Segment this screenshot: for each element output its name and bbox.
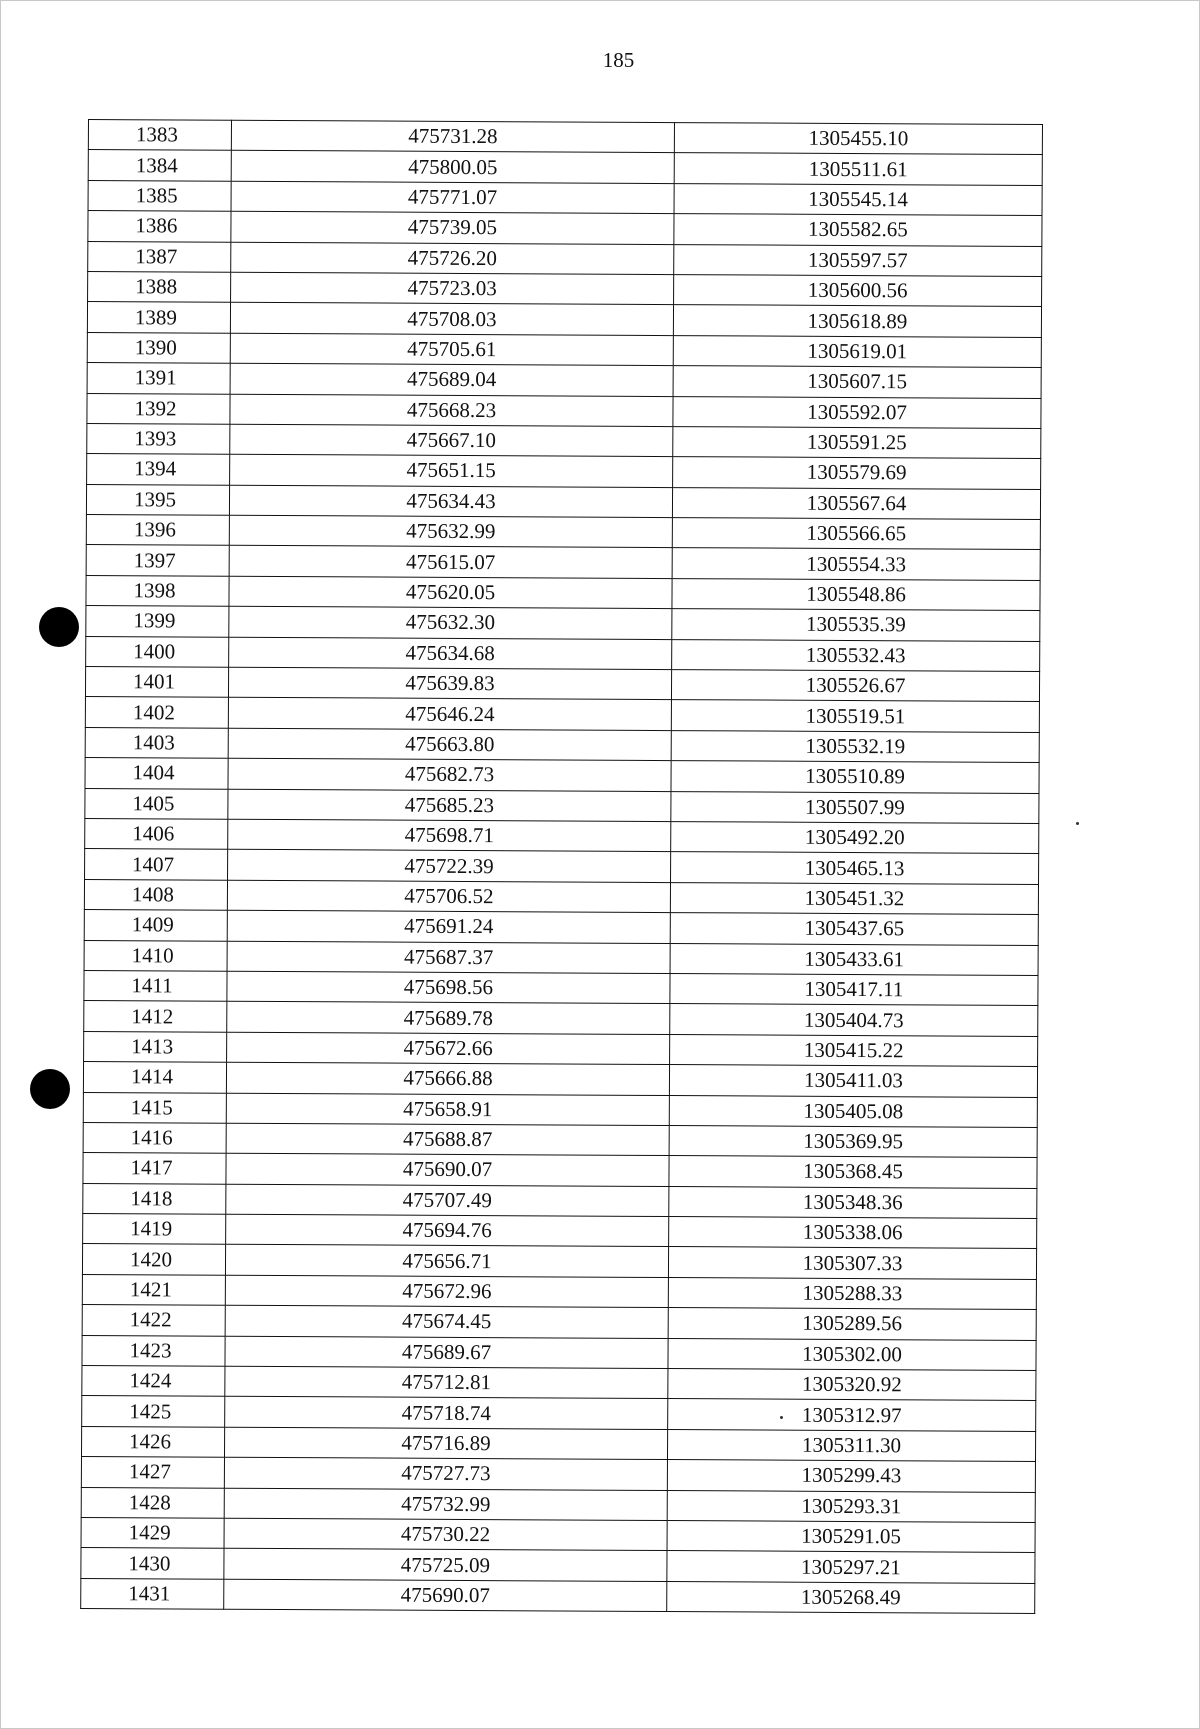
y-coordinate-cell: 1305338.06 <box>669 1217 1037 1249</box>
x-coordinate-cell: 475723.03 <box>231 272 674 305</box>
table-row <box>83 1062 1037 1097</box>
y-coordinate-cell: 1305268.49 <box>667 1581 1035 1613</box>
table-row <box>82 1396 1036 1431</box>
point-id-cell: 1396 <box>86 515 229 546</box>
table-row <box>86 515 1040 550</box>
table-row <box>85 667 1039 702</box>
page-number: 185 <box>602 48 635 72</box>
y-coordinate-cell: 1305532.19 <box>671 730 1039 762</box>
x-coordinate-cell: 475706.52 <box>227 880 670 913</box>
table-row <box>84 1001 1038 1036</box>
table-row <box>85 818 1039 853</box>
x-coordinate-cell: 475800.05 <box>231 151 674 184</box>
table-row <box>87 393 1041 428</box>
x-coordinate-cell: 475694.76 <box>226 1214 669 1247</box>
x-coordinate-cell: 475666.88 <box>226 1062 669 1095</box>
x-coordinate-cell: 475687.37 <box>227 941 670 974</box>
table-row <box>85 788 1039 823</box>
point-id-cell: 1385 <box>88 180 231 211</box>
table-row <box>83 1122 1037 1157</box>
x-coordinate-cell: 475615.07 <box>229 546 672 579</box>
point-id-cell: 1391 <box>87 363 230 394</box>
y-coordinate-cell: 1305548.86 <box>672 578 1040 610</box>
x-coordinate-cell: 475707.49 <box>226 1184 669 1217</box>
x-coordinate-cell: 475722.39 <box>228 850 671 883</box>
table-row <box>84 910 1038 945</box>
x-coordinate-cell: 475712.81 <box>225 1366 668 1399</box>
x-coordinate-cell: 475672.66 <box>227 1032 670 1065</box>
table-row <box>81 1457 1035 1492</box>
point-id-cell: 1419 <box>83 1214 226 1245</box>
table-body <box>81 120 1043 1614</box>
x-coordinate-cell: 475691.24 <box>227 910 670 943</box>
x-coordinate-cell: 475690.07 <box>224 1579 667 1612</box>
y-coordinate-cell: 1305510.89 <box>671 761 1039 793</box>
point-id-cell: 1389 <box>87 302 230 333</box>
x-coordinate-cell: 475730.22 <box>224 1518 667 1551</box>
x-coordinate-cell: 475639.83 <box>228 667 671 700</box>
point-id-cell: 1403 <box>85 727 228 758</box>
x-coordinate-cell: 475727.73 <box>224 1457 667 1490</box>
x-coordinate-cell: 475771.07 <box>231 181 674 214</box>
point-id-cell: 1415 <box>83 1092 226 1123</box>
point-id-cell: 1387 <box>88 241 231 272</box>
x-coordinate-cell: 475658.91 <box>226 1093 669 1126</box>
point-id-cell: 1397 <box>86 545 229 576</box>
y-coordinate-cell: 1305404.73 <box>670 1004 1038 1036</box>
y-coordinate-cell: 1305368.45 <box>669 1156 1037 1188</box>
table-row <box>83 1092 1037 1127</box>
table-row <box>86 606 1040 641</box>
y-coordinate-cell: 1305369.95 <box>669 1125 1037 1157</box>
x-coordinate-cell: 475646.24 <box>228 698 671 731</box>
x-coordinate-cell: 475726.20 <box>231 242 674 275</box>
y-coordinate-cell: 1305320.92 <box>668 1369 1036 1401</box>
x-coordinate-cell: 475718.74 <box>225 1397 668 1430</box>
x-coordinate-cell: 475689.67 <box>225 1336 668 1369</box>
y-coordinate-cell: 1305618.89 <box>673 305 1041 337</box>
coordinates-table <box>80 119 1043 1614</box>
table-row <box>81 1578 1035 1613</box>
x-coordinate-cell: 475672.96 <box>225 1275 668 1308</box>
point-id-cell: 1408 <box>84 879 227 910</box>
table-row <box>82 1335 1036 1370</box>
point-id-cell: 1405 <box>85 788 228 819</box>
table-row <box>85 697 1039 732</box>
y-coordinate-cell: 1305411.03 <box>669 1065 1037 1097</box>
point-id-cell: 1425 <box>82 1396 225 1427</box>
table-row <box>87 332 1041 367</box>
table-row <box>85 849 1039 884</box>
y-coordinate-cell: 1305582.65 <box>674 214 1042 246</box>
y-coordinate-cell: 1305289.56 <box>668 1308 1036 1340</box>
point-id-cell: 1386 <box>88 211 231 242</box>
y-coordinate-cell: 1305348.36 <box>669 1186 1037 1218</box>
y-coordinate-cell: 1305526.67 <box>671 670 1039 702</box>
y-coordinate-cell: 1305291.05 <box>667 1521 1035 1553</box>
table-row <box>81 1487 1035 1522</box>
point-id-cell: 1407 <box>85 849 228 880</box>
table-row <box>82 1244 1036 1279</box>
point-id-cell: 1398 <box>86 575 229 606</box>
table-row <box>88 180 1042 215</box>
point-id-cell: 1429 <box>81 1517 224 1548</box>
y-coordinate-cell: 1305600.56 <box>674 275 1042 307</box>
y-coordinate-cell: 1305545.14 <box>674 183 1042 215</box>
table-row <box>87 302 1041 337</box>
table-row <box>84 1031 1038 1066</box>
y-coordinate-cell: 1305288.33 <box>668 1277 1036 1309</box>
x-coordinate-cell: 475690.07 <box>226 1154 669 1187</box>
point-id-cell: 1393 <box>87 423 230 454</box>
point-id-cell: 1388 <box>88 271 231 302</box>
table-row <box>81 1426 1035 1461</box>
point-id-cell: 1400 <box>86 636 229 667</box>
table-row <box>82 1274 1036 1309</box>
point-id-cell: 1402 <box>85 697 228 728</box>
y-coordinate-cell: 1305415.22 <box>670 1034 1038 1066</box>
x-coordinate-cell: 475667.10 <box>230 424 673 457</box>
point-id-cell: 1431 <box>81 1578 224 1609</box>
x-coordinate-cell: 475620.05 <box>229 576 672 609</box>
table-row <box>87 423 1041 458</box>
table-row <box>86 484 1040 519</box>
y-coordinate-cell: 1305451.32 <box>670 882 1038 914</box>
point-id-cell: 1414 <box>83 1062 226 1093</box>
y-coordinate-cell: 1305405.08 <box>669 1095 1037 1127</box>
y-coordinate-cell: 1305312.97 <box>668 1399 1036 1431</box>
table-row <box>83 1153 1037 1188</box>
point-id-cell: 1423 <box>82 1335 225 1366</box>
x-coordinate-cell: 475739.05 <box>231 211 674 244</box>
table-row <box>88 120 1042 155</box>
table-row <box>87 363 1041 398</box>
x-coordinate-cell: 475682.73 <box>228 758 671 791</box>
x-coordinate-cell: 475663.80 <box>228 728 671 761</box>
table-row <box>81 1548 1035 1583</box>
point-id-cell: 1420 <box>82 1244 225 1275</box>
table-row <box>84 970 1038 1005</box>
point-id-cell: 1390 <box>87 332 230 363</box>
point-id-cell: 1424 <box>82 1366 225 1397</box>
y-coordinate-cell: 1305619.01 <box>673 335 1041 367</box>
x-coordinate-cell: 475725.09 <box>224 1549 667 1582</box>
x-coordinate-cell: 475698.56 <box>227 971 670 1004</box>
table-row <box>83 1183 1037 1218</box>
x-coordinate-cell: 475698.71 <box>228 819 671 852</box>
x-coordinate-cell: 475634.43 <box>229 485 672 518</box>
point-id-cell: 1412 <box>84 1001 227 1032</box>
y-coordinate-cell: 1305511.61 <box>674 153 1042 185</box>
x-coordinate-cell: 475708.03 <box>230 303 673 336</box>
point-id-cell: 1418 <box>83 1183 226 1214</box>
point-id-cell: 1394 <box>87 454 230 485</box>
x-coordinate-cell: 475716.89 <box>224 1427 667 1460</box>
point-id-cell: 1430 <box>81 1548 224 1579</box>
point-id-cell: 1410 <box>84 940 227 971</box>
x-coordinate-cell: 475688.87 <box>226 1123 669 1156</box>
table-row <box>86 636 1040 671</box>
y-coordinate-cell: 1305519.51 <box>671 700 1039 732</box>
y-coordinate-cell: 1305507.99 <box>671 791 1039 823</box>
x-coordinate-cell: 475689.78 <box>227 1002 670 1035</box>
point-id-cell: 1428 <box>81 1487 224 1518</box>
x-coordinate-cell: 475634.68 <box>229 637 672 670</box>
y-coordinate-cell: 1305297.21 <box>667 1551 1035 1583</box>
y-coordinate-cell: 1305455.10 <box>674 123 1042 155</box>
table-row <box>88 271 1042 306</box>
point-id-cell: 1409 <box>84 910 227 941</box>
y-coordinate-cell: 1305311.30 <box>667 1429 1035 1461</box>
table-row <box>85 758 1039 793</box>
table-row <box>84 879 1038 914</box>
point-id-cell: 1422 <box>82 1305 225 1336</box>
x-coordinate-cell: 475685.23 <box>228 789 671 822</box>
y-coordinate-cell: 1305417.11 <box>670 973 1038 1005</box>
y-coordinate-cell: 1305492.20 <box>671 822 1039 854</box>
point-id-cell: 1406 <box>85 818 228 849</box>
table-row <box>88 211 1042 246</box>
x-coordinate-cell: 475632.99 <box>229 515 672 548</box>
y-coordinate-cell: 1305302.00 <box>668 1338 1036 1370</box>
table-row <box>88 150 1042 185</box>
table-row <box>85 727 1039 762</box>
table-row <box>82 1305 1036 1340</box>
y-coordinate-cell: 1305597.57 <box>674 244 1042 276</box>
y-coordinate-cell: 1305437.65 <box>670 913 1038 945</box>
y-coordinate-cell: 1305607.15 <box>673 366 1041 398</box>
scan-speck <box>1076 822 1079 825</box>
x-coordinate-cell: 475656.71 <box>225 1245 668 1278</box>
point-id-cell: 1411 <box>84 970 227 1001</box>
point-id-cell: 1401 <box>85 667 228 698</box>
point-id-cell: 1426 <box>81 1426 224 1457</box>
y-coordinate-cell: 1305592.07 <box>673 396 1041 428</box>
y-coordinate-cell: 1305433.61 <box>670 943 1038 975</box>
point-id-cell: 1392 <box>87 393 230 424</box>
x-coordinate-cell: 475732.99 <box>224 1488 667 1521</box>
y-coordinate-cell: 1305591.25 <box>673 426 1041 458</box>
point-id-cell: 1427 <box>81 1457 224 1488</box>
x-coordinate-cell: 475705.61 <box>230 333 673 366</box>
table-row <box>84 940 1038 975</box>
table-row <box>86 545 1040 580</box>
point-id-cell: 1416 <box>83 1122 226 1153</box>
table-row <box>82 1366 1036 1401</box>
y-coordinate-cell: 1305293.31 <box>667 1490 1035 1522</box>
y-coordinate-cell: 1305535.39 <box>672 609 1040 641</box>
point-id-cell: 1395 <box>86 484 229 515</box>
x-coordinate-cell: 475651.15 <box>230 455 673 488</box>
table-row <box>88 241 1042 276</box>
table-row <box>87 454 1041 489</box>
y-coordinate-cell: 1305299.43 <box>667 1460 1035 1492</box>
x-coordinate-cell: 475632.30 <box>229 606 672 639</box>
point-id-cell: 1417 <box>83 1153 226 1184</box>
table-row <box>86 575 1040 610</box>
punch-hole <box>30 1069 70 1109</box>
x-coordinate-cell: 475674.45 <box>225 1305 668 1338</box>
point-id-cell: 1399 <box>86 606 229 637</box>
y-coordinate-cell: 1305554.33 <box>672 548 1040 580</box>
y-coordinate-cell: 1305465.13 <box>671 852 1039 884</box>
x-coordinate-cell: 475668.23 <box>230 394 673 427</box>
point-id-cell: 1413 <box>84 1031 227 1062</box>
point-id-cell: 1421 <box>82 1274 225 1305</box>
x-coordinate-cell: 475731.28 <box>231 120 674 153</box>
punch-hole <box>39 607 79 647</box>
coordinates-table-wrapper <box>80 119 1042 1614</box>
y-coordinate-cell: 1305579.69 <box>673 457 1041 489</box>
point-id-cell: 1404 <box>85 758 228 789</box>
point-id-cell: 1383 <box>88 120 231 151</box>
table-row <box>81 1517 1035 1552</box>
x-coordinate-cell: 475689.04 <box>230 363 673 396</box>
y-coordinate-cell: 1305532.43 <box>672 639 1040 671</box>
y-coordinate-cell: 1305566.65 <box>672 518 1040 550</box>
y-coordinate-cell: 1305567.64 <box>672 487 1040 519</box>
y-coordinate-cell: 1305307.33 <box>668 1247 1036 1279</box>
table-row <box>83 1214 1037 1249</box>
point-id-cell: 1384 <box>88 150 231 181</box>
